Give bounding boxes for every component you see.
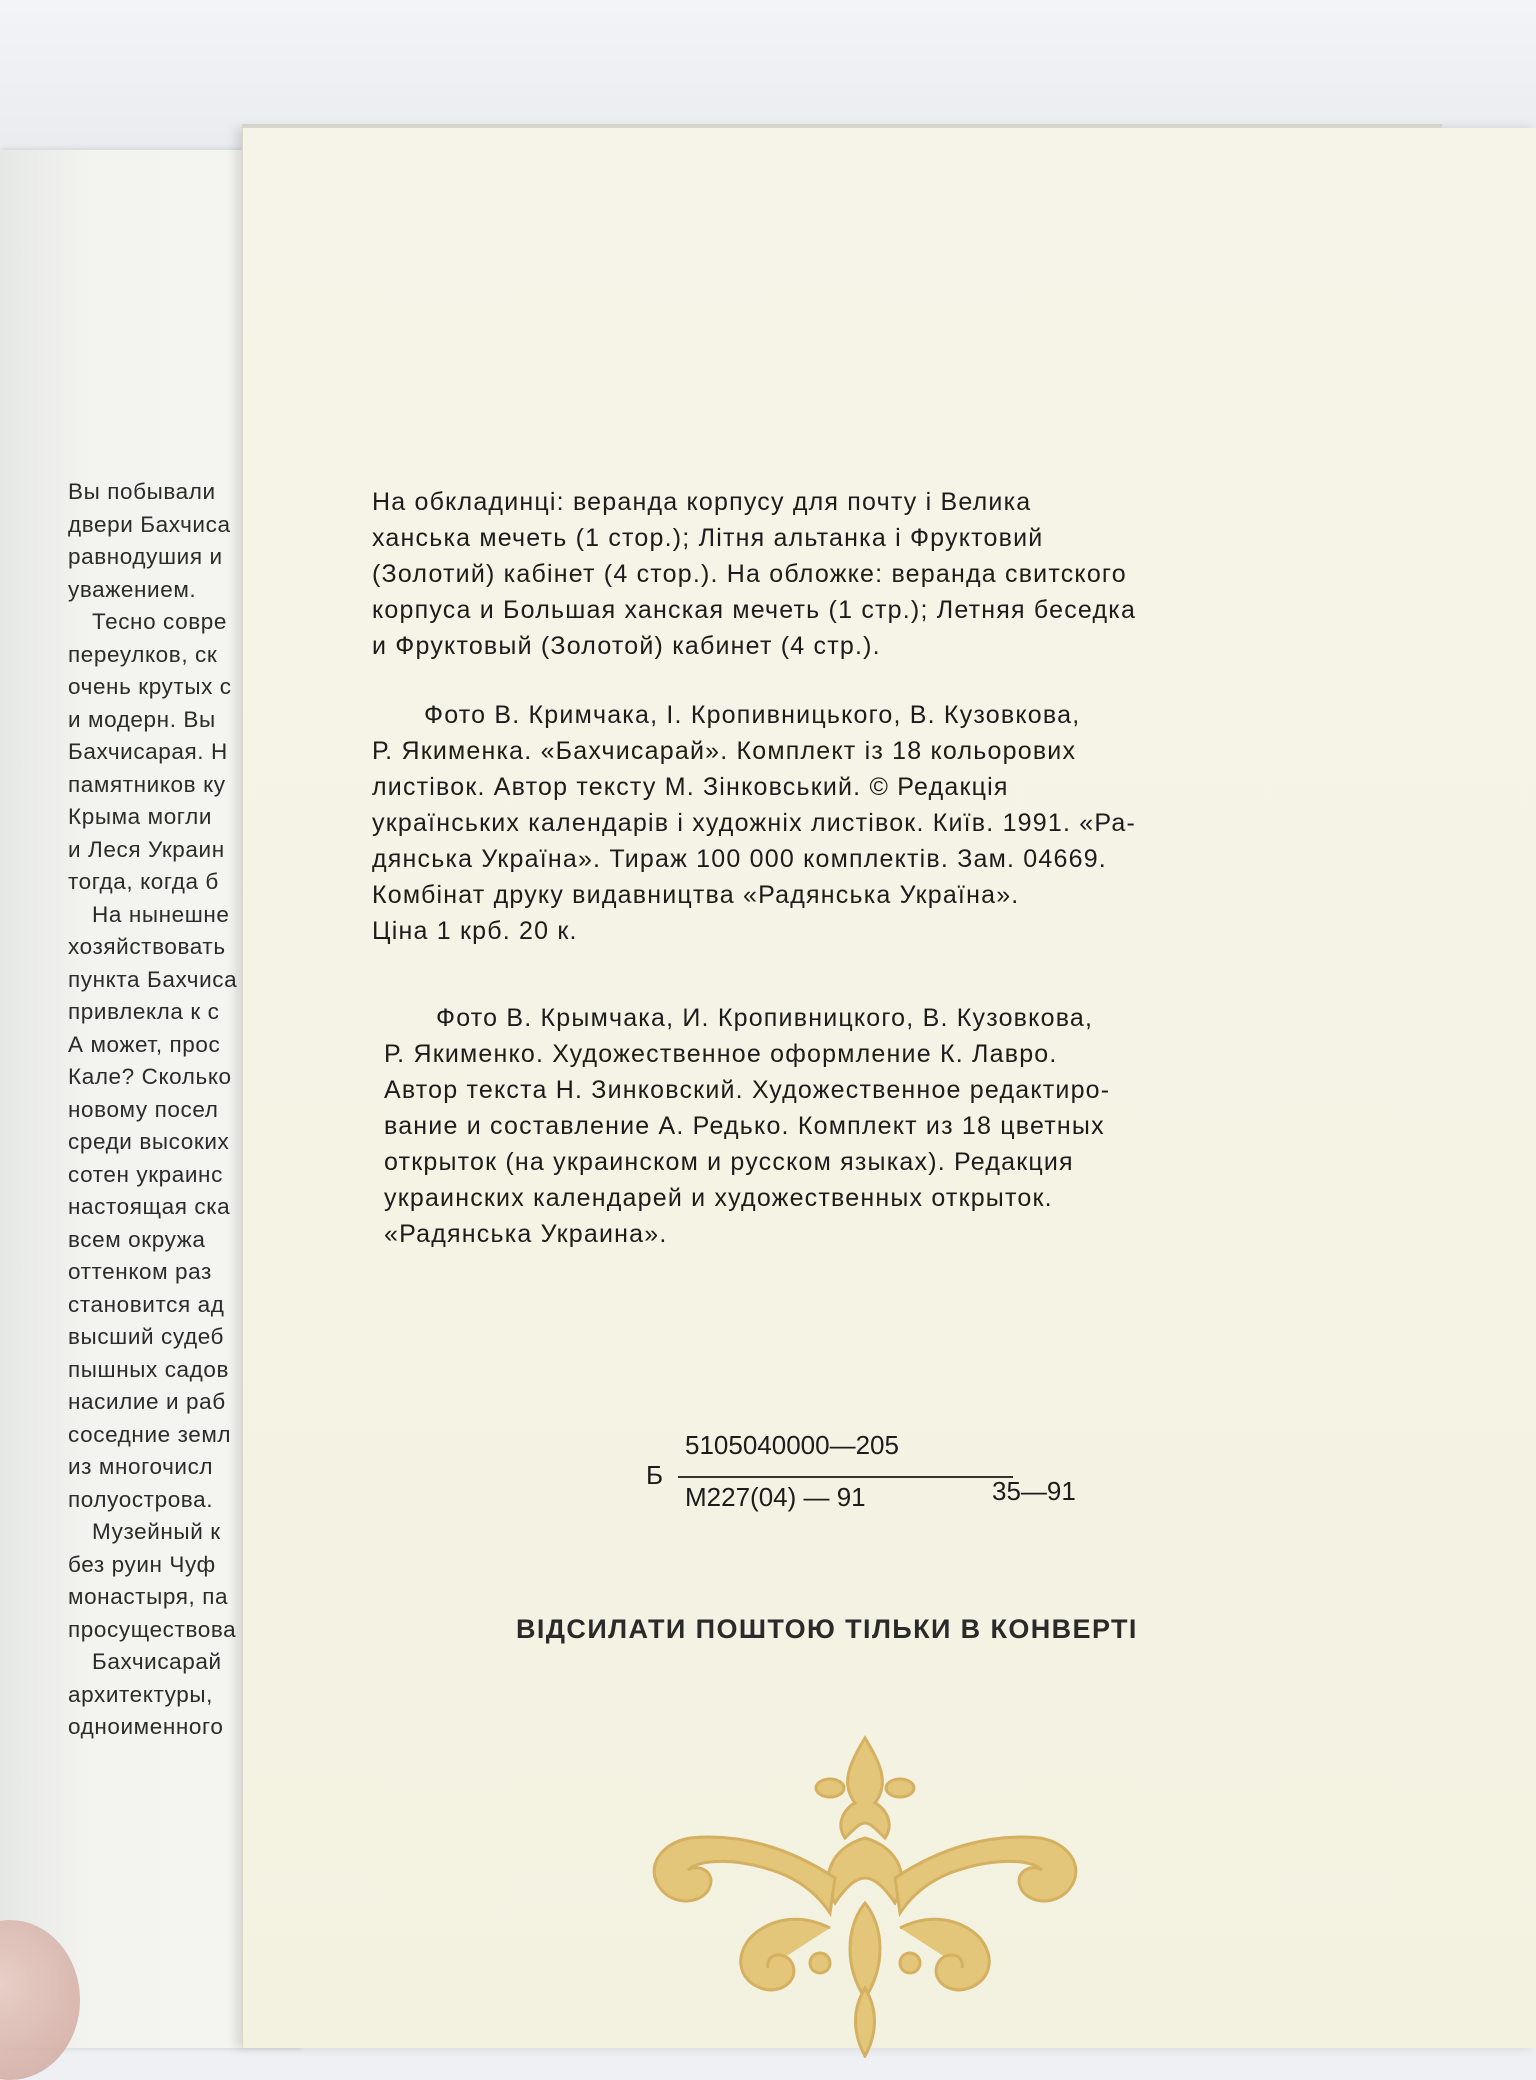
text-line: На обкладинці: веранда корпусу для почту і Велика (372, 488, 1032, 516)
text-line: насилие и раб (68, 1389, 226, 1414)
ornament-icon (630, 1728, 1100, 2058)
text-line: новому посел (68, 1096, 219, 1122)
text-line: открыток (на украинском и русском языках). Редакция (384, 1148, 1074, 1176)
text-line: А может, прос (68, 1031, 221, 1057)
text-line: Фото В. Кримчака, І. Кропивницького, В. Кузовкова, (424, 701, 1081, 729)
text-line: На нынешне (92, 901, 230, 927)
text-line: и Леся Украин (68, 836, 225, 862)
mailing-notice: ВІДСИЛАТИ ПОШТОЮ ТІЛЬКИ В КОНВЕРТІ (516, 1614, 1138, 1644)
index-code-numerator: 5105040000—205 (685, 1430, 899, 1460)
text-line: монастыря, па (68, 1584, 229, 1609)
text-line: среди высоких (68, 1129, 230, 1154)
text-line: Автор текста Н. Зинковский. Художественное редактиро- (384, 1076, 1111, 1104)
text-line: одноименного (68, 1714, 224, 1739)
text-line: соседние земл (68, 1421, 232, 1447)
text-line: очень крутых с (68, 674, 232, 699)
text-line: полуострова. (68, 1486, 214, 1512)
text-line: Ціна 1 крб. 20 к. (372, 917, 578, 945)
text-line: пышных садов (68, 1356, 230, 1382)
text-line: Бахчисарай (92, 1649, 222, 1674)
text-line: тогда, когда б (68, 869, 219, 894)
text-line: высший судеб (68, 1324, 225, 1349)
text-line: уважением. (68, 576, 197, 602)
text-line: Кале? Сколько (68, 1064, 232, 1089)
text-line: Р. Якименко. Художественное оформление К. Лавро. (384, 1040, 1058, 1068)
text-line: украинских календарей и художественных открыток. (384, 1184, 1053, 1212)
text-line: равнодушия и (68, 544, 223, 569)
text-line: и Фруктовый (Золотой) кабинет (4 стр.). (372, 632, 881, 660)
index-code-denominator: М227(04) — 91 (685, 1482, 866, 1512)
cover-caption-paragraph (372, 484, 1324, 664)
text-line: дянська Україна». Тираж 100 000 комплектів. Зам. 04669. (372, 845, 1107, 873)
text-line: памятников ку (68, 771, 226, 797)
text-line: Комбінат друку видавництва «Радянська Україна». (372, 881, 1020, 909)
text-line: всем окружа (68, 1226, 206, 1252)
text-line: Р. Якименка. «Бахчисарай». Комплект із 18 кольорових (372, 737, 1077, 765)
text-line: привлекла к с (68, 999, 220, 1024)
text-line: переулков, ск (68, 641, 218, 667)
text-line: просуществова (68, 1616, 237, 1642)
text-line: оттенком раз (68, 1259, 212, 1284)
russian-credits-paragraph (384, 1000, 1336, 1252)
text-line: Фото В. Крымчака, И. Кропивницкого, В. Кузовкова, (436, 1004, 1094, 1032)
index-code-suffix: 35—91 (992, 1476, 1076, 1506)
text-line: Тесно совре (92, 609, 228, 634)
text-line: и модерн. Вы (68, 706, 216, 732)
text-line: українських календарів і художніх листівок. Київ. 1991. «Ра- (372, 809, 1137, 837)
text-line: хозяйствовать (68, 934, 226, 959)
text-line: листівок. Автор тексту М. Зінковський. © Редакція (372, 773, 1009, 801)
text-line: Бахчисарая. Н (68, 739, 228, 764)
text-line: Вы побывали (68, 479, 216, 504)
text-line: пункта Бахчиса (68, 966, 238, 992)
text-line: Музейный к (92, 1519, 221, 1544)
text-line: Крыма могли (68, 804, 213, 829)
text-line: двери Бахчиса (68, 511, 231, 537)
text-line: ханська мечеть (1 стор.); Літня альтанка і Фруктовий (372, 524, 1044, 552)
text-line: из многочисл (68, 1454, 214, 1479)
index-code (640, 1430, 1120, 1520)
text-line: сотен украинс (68, 1161, 223, 1187)
text-line: без руин Чуф (68, 1551, 216, 1577)
text-line: настоящая ска (68, 1194, 231, 1219)
text-line: архитектуры, (68, 1681, 213, 1707)
text-line: становится ад (68, 1291, 225, 1317)
text-line: «Радянська Украина». (384, 1220, 668, 1248)
index-code-letter: Б (646, 1460, 664, 1490)
ukrainian-credits-paragraph (372, 697, 1324, 949)
text-line: (Золотий) кабінет (4 стор.). На обложке: веранда свитского (372, 560, 1127, 588)
text-line: корпуса и Большая ханская мечеть (1 стр.); Летняя беседка (372, 596, 1137, 624)
text-line: вание и составление А. Редько. Комплект из 18 цветных (384, 1112, 1105, 1140)
fraction-line (678, 1476, 1013, 1478)
